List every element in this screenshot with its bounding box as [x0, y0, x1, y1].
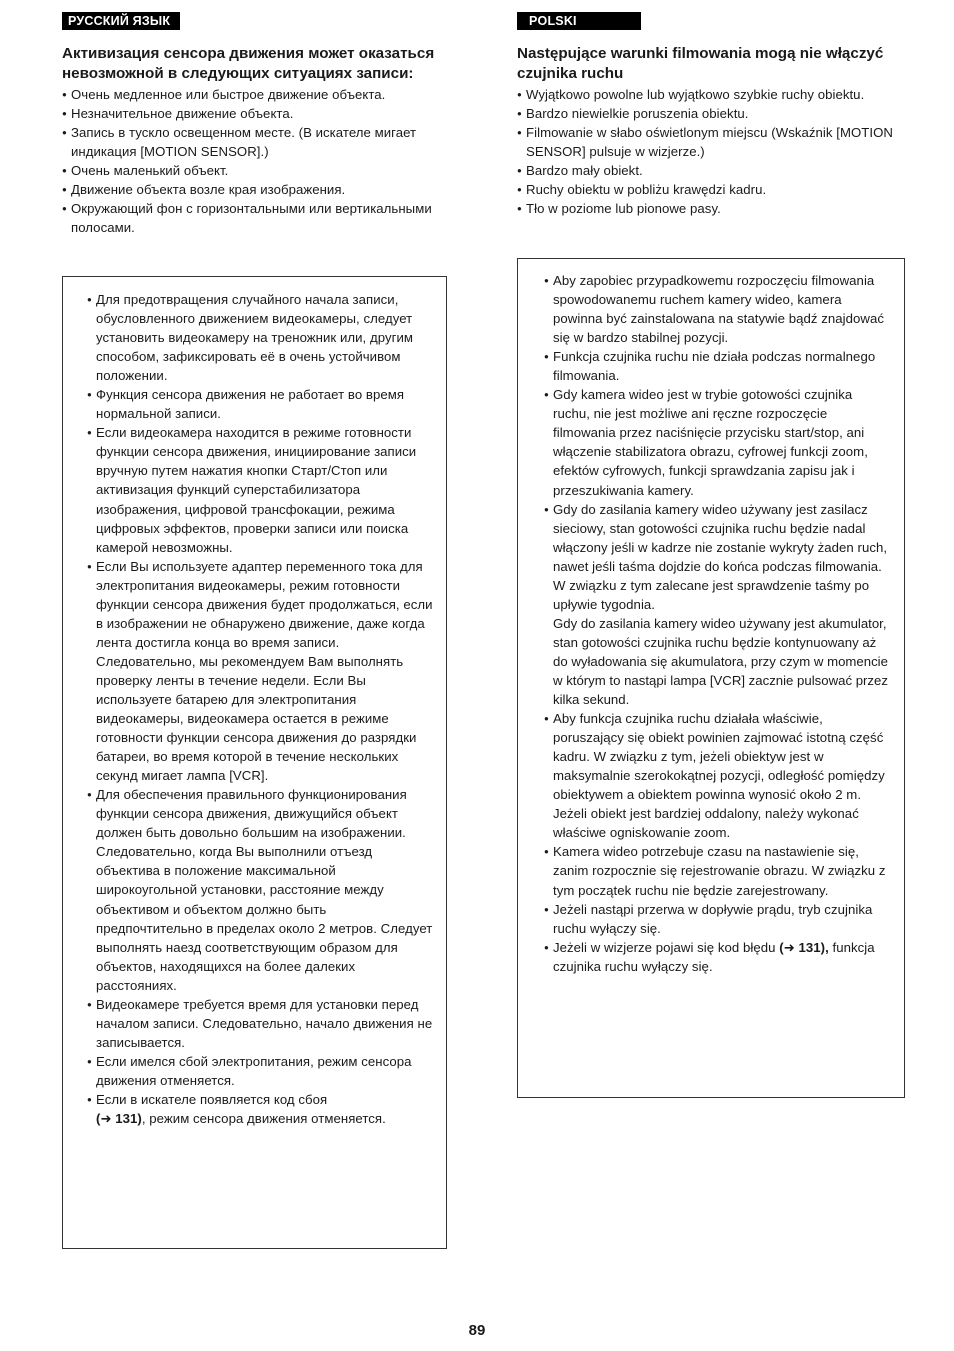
section-heading-russian: Активизация сенсора движения может оказаться невозможной в следующих ситуациях записи: — [62, 45, 435, 82]
list-item: ● Окружающий фон с горизонтальными или вертикальными полосами. — [62, 199, 447, 237]
note-item: ● Для предотвращения случайного начала записи, обусловленного движением видеокамеры, следует установить видеокамеру на треножник или, другим способом, зафиксировать её в очень устойчивом положении. — [87, 290, 434, 385]
page-number: 89 — [468, 1322, 486, 1339]
note-item: ● Aby funkcja czujnika ruchu działała właściwie, poruszający się obiekt powinien zajmować istotną część kadru. W związku z tym, jeżeli obiektyw jest w maksymalnie szerokokątnej pozycji, odległość pomiędzy obiektywem a obiektem powinna wynosić około 2 m. Jeżeli obiekt jest bardziej oddalony, należy wykonać właściwe ogniskowanie zoom. — [544, 709, 892, 842]
list-item: ● Bardzo niewielkie poruszenia obiektu. — [517, 104, 905, 123]
conditions-list-polish — [517, 85, 905, 218]
section-heading-polish: Następujące warunki filmowania mogą nie włączyć czujnika ruchu — [517, 45, 884, 82]
russian-column — [62, 12, 447, 237]
note-item-error-code — [87, 1090, 434, 1128]
list-item: ● Wyjątkowo powolne lub wyjątkowo szybkie ruchy obiektu. — [517, 85, 905, 104]
note-text: Jeżeli w wizjerze pojawi się kod błędu — [553, 939, 780, 955]
notes-box-russian — [62, 276, 447, 1249]
list-item: ● Запись в тускло освещенном месте. (В искателе мигает индикация [MOTION SENSOR].) — [62, 123, 447, 161]
note-item: ● Видеокамере требуется время для установки перед началом записи. Следовательно, начало движения не записывается. — [87, 995, 434, 1052]
language-tag-polish: POLSKI — [517, 12, 641, 30]
note-text: , режим сенсора движения отменяется. — [141, 1111, 386, 1127]
list-item: ● Bardzo mały obiekt. — [517, 161, 905, 180]
note-item-error-code — [544, 938, 892, 976]
polish-column — [517, 12, 905, 218]
note-item: ● Для обеспечения правильного функционирования функции сенсора движения, движущийся объект должен быть довольно большим на изображении. Следовательно, когда Вы выполнили отъезд объектива в положение максимальной широкоугольной установки, расстояние между объективом и объектом должно быть предпочтительно в пределах около 2 метров. Следует выполнять наезд соответствующим образом для объектов, находящихся на более далеких расстояниях. — [87, 785, 434, 995]
note-item: ● Funkcja czujnika ruchu nie działa podczas normalnego filmowania. — [544, 347, 892, 385]
list-item: ● Filmowanie w słabo oświetlonym miejscu (Wskaźnik [MOTION SENSOR] pulsuje w wizjerze.) — [517, 123, 905, 161]
notes-list-polish-continued — [544, 709, 892, 976]
note-item: ● Gdy kamera wideo jest w trybie gotowości czujnika ruchu, nie jest możliwe ani ręczne rozpoczęcie filmowania przez naciśnięcie przycisku start/stop, ani włączenie stabilizatora obrazu, cyfrowej funkcji zoom, efektów cyfrowych, funkcji sprawdzania zapisu jak i przeszukiwania kamery. — [544, 385, 892, 499]
note-text: Если в искателе появляется код сбоя — [96, 1091, 328, 1107]
note-item: ● Kamera wideo potrzebuje czasu na nastawienie się, zanim rozpocznie się rejestrowanie obrazu. W związku z tym początek ruchu nie będzie zarejestrowany. — [544, 842, 892, 899]
notes-list-russian — [87, 290, 434, 1128]
page-reference: (➜ 131) — [96, 1111, 142, 1127]
language-tag-russian: РУССКИЙ ЯЗЫК — [62, 12, 180, 30]
list-item: ● Ruchy obiektu w pobliżu krawędzi kadru. — [517, 180, 905, 199]
note-text: funkcja czujnika ruchu wyłączy się. — [553, 939, 875, 974]
list-item: ● Очень маленький объект. — [62, 161, 447, 180]
list-item: ● Очень медленное или быстрое движение объекта. — [62, 85, 447, 104]
page-reference: (➜ 131), — [779, 939, 829, 955]
note-item: ● Если видеокамера находится в режиме готовности функции сенсора движения, инициирование записи вручную путем нажатия кнопки Старт/Стоп или активизация функций суперстабилизатора изображения, цифровой трансфокации, режима цифровых эффектов, проверки записи или поиска камерой невозможны. — [87, 423, 434, 556]
list-item: ● Незначительное движение объекта. — [62, 104, 447, 123]
note-item: ● Gdy do zasilania kamery wideo używany jest zasilacz sieciowy, stan gotowości czujnika ruchu będzie nadal włączony jeśli w kadrze nie zostanie wykryty żaden ruch, nawet jeśli taśma dojdzie do końca podczas filmowania. W związku z tym zalecane jest sprawdzenie taśmy po upływie tygodnia. — [544, 500, 892, 614]
list-item: ● Движение объекта возле края изображения. — [62, 180, 447, 199]
note-item: ● Jeżeli nastąpi przerwa w dopływie prądu, tryb czujnika ruchu wyłączy się. — [544, 900, 892, 938]
note-item: ● Если Вы используете адаптер переменного тока для электропитания видеокамеры, режим готовности функции сенсора движения будет продолжаться, если в изображении не обнаружено движение, даже когда лента достигла конца во время записи. Следовательно, мы рекомендуем Вам выполнять проверку ленты в течение недели. Если Вы используете батарею для электропитания видеокамеры, видеокамера остается в режиме готовности функции сенсора движения до разрядки батареи, во время которой в течение нескольких секунд мигает лампа [VCR]. — [87, 557, 434, 786]
note-item: ● Функция сенсора движения не работает во время нормальной записи. — [87, 385, 434, 423]
conditions-list-russian — [62, 85, 447, 237]
list-item: ● Tło w poziome lub pionowe pasy. — [517, 199, 905, 218]
note-item: ● Aby zapobiec przypadkowemu rozpoczęciu filmowania spowodowanemu ruchem kamery wideo, kamera powinna być zainstalowana na statywie bądź znajdować się w bardzo stabilnej pozycji. — [544, 271, 892, 347]
notes-box-polish — [517, 258, 905, 1098]
note-paragraph: Gdy do zasilania kamery wideo używany jest akumulator, stan gotowości czujnika ruchu będzie kontynuowany aż do wyładowania się akumulatora, przy czym w momencie w którym to nastąpi lampa [VCR] zacznie pulsować przez kilka sekund. — [553, 615, 888, 708]
note-item: ● Если имелся сбой электропитания, режим сенсора движения отменяется. — [87, 1052, 434, 1090]
notes-list-polish — [544, 271, 892, 614]
